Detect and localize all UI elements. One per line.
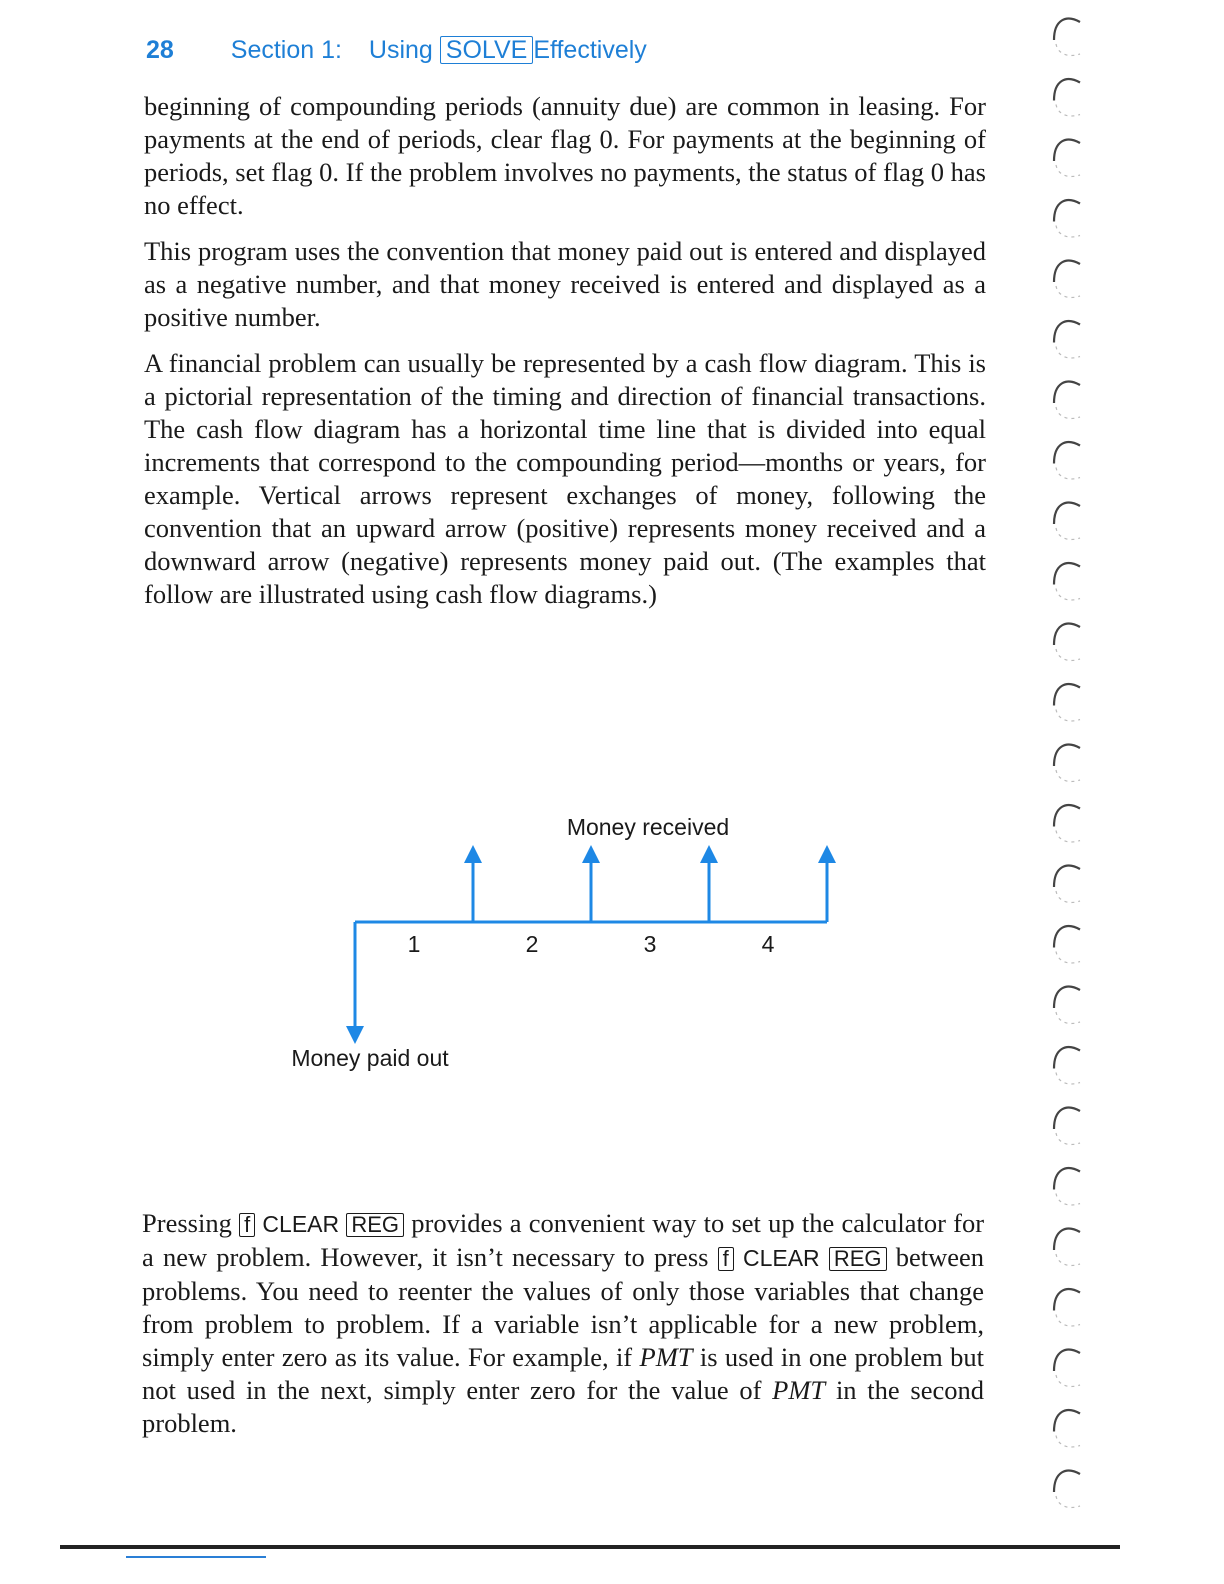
- binding-ring: [1054, 442, 1080, 463]
- binding-ring-shadow: [1056, 589, 1080, 601]
- binding-ring: [1054, 19, 1080, 40]
- binding-ring-shadow: [1056, 1315, 1080, 1327]
- reg-key: REG: [346, 1213, 404, 1237]
- binding-ring: [1054, 1471, 1080, 1492]
- spiral-binding: [1044, 0, 1114, 1584]
- binding-ring-shadow: [1056, 528, 1080, 540]
- binding-ring-shadow: [1056, 407, 1080, 419]
- period-label-4: 4: [761, 931, 775, 957]
- money-paid-out-label: Money paid out: [291, 1045, 449, 1071]
- f-key-2: f: [718, 1247, 734, 1271]
- section-label: Section 1:: [230, 36, 342, 64]
- section-title-post: Effectively: [533, 36, 647, 64]
- binding-ring: [1054, 79, 1080, 100]
- binding-ring: [1054, 140, 1080, 161]
- p4-text-4: is used in one problem but not used in the next, simply enter zero for the value of: [142, 1342, 985, 1405]
- binding-ring-shadow: [1056, 891, 1080, 903]
- solve-key-label: SOLVE: [440, 36, 534, 64]
- binding-ring: [1054, 1047, 1080, 1068]
- binding-ring-shadow: [1056, 710, 1080, 722]
- period-label-1: 1: [407, 931, 421, 957]
- binding-ring: [1054, 261, 1080, 282]
- period-label-3: 3: [643, 931, 657, 957]
- binding-ring: [1054, 987, 1080, 1008]
- binding-rings: [1054, 19, 1080, 1508]
- p4-text-1: Pressing: [142, 1208, 232, 1238]
- money-received-label: Money received: [566, 814, 730, 840]
- p4-text-2: provides a convenient way to set up the calculator for a new problem. However, it isn’t necessary to press: [142, 1208, 985, 1272]
- binding-ring-shadow: [1056, 105, 1080, 117]
- p4-text-3: between problems. You need to reenter the values of only those variables that change from problem to problem. If a variable isn’t applicable for a new problem, simply enter zero as its value. For example, if: [142, 1242, 985, 1372]
- binding-ring: [1054, 563, 1080, 584]
- paragraph-cash-flow-diagram: A financial problem can usually be represented by a cash flow diagram. This is a pictorial representation of the timing and direction of financial transactions. The cash flow diagram has a horizontal time line that is divided into equal increments that correspond to the compounding period—months or years, for example. Vertical arrows represent exchanges of money, following the convention that an upward arrow (positive) represents money received and a downward arrow (negative) represents money paid out. (The examples that follow are illustrated using cash flow diagrams.): [144, 348, 986, 609]
- binding-ring-shadow: [1056, 286, 1080, 298]
- reg-key-2: REG: [829, 1247, 887, 1271]
- binding-ring-shadow: [1056, 1254, 1080, 1266]
- paragraph-sign-convention: This program uses the convention that money paid out is entered and displayed as a negative number, and that money received is entered and displayed as a positive number.: [144, 236, 986, 332]
- f-key: f: [239, 1213, 255, 1237]
- paragraph-annuity: beginning of compounding periods (annuity due) are common in leasing. For payments at the end of periods, clear flag 0. For payments at the beginning of periods, set flag 0. If the problem involves no payments, the status of flag 0 has no effect.: [144, 91, 986, 220]
- binding-ring: [1054, 1350, 1080, 1371]
- binding-ring-shadow: [1056, 649, 1080, 661]
- clear-label-2: CLEAR: [742, 1245, 820, 1271]
- pmt-variable: PMT: [639, 1342, 693, 1372]
- page-header: [146, 36, 647, 65]
- period-label-2: 2: [525, 931, 539, 957]
- paragraph-clear-reg: [142, 1207, 984, 1440]
- body-text-top: [144, 90, 986, 624]
- binding-ring-shadow: [1056, 952, 1080, 964]
- bottom-blue-rule: [126, 1556, 266, 1558]
- cash-flow-diagram: [260, 800, 860, 1090]
- binding-ring-shadow: [1056, 44, 1080, 56]
- binding-ring: [1054, 926, 1080, 947]
- binding-ring: [1054, 1410, 1080, 1431]
- page-number: 28: [146, 36, 174, 64]
- binding-ring: [1054, 684, 1080, 705]
- binding-ring: [1054, 382, 1080, 403]
- binding-ring-shadow: [1056, 1375, 1080, 1387]
- binding-ring-shadow: [1056, 1073, 1080, 1085]
- binding-ring-shadow: [1056, 831, 1080, 843]
- binding-ring: [1054, 1229, 1080, 1250]
- binding-ring: [1054, 1289, 1080, 1310]
- binding-ring: [1054, 805, 1080, 826]
- pmt-variable-2: PMT: [772, 1375, 826, 1405]
- binding-ring: [1054, 1108, 1080, 1129]
- time-line-group: [355, 854, 827, 1035]
- bottom-rule: [60, 1545, 1120, 1549]
- binding-ring: [1054, 503, 1080, 524]
- binding-ring-shadow: [1056, 347, 1080, 359]
- binding-ring: [1054, 745, 1080, 766]
- clear-label: CLEAR: [262, 1211, 340, 1237]
- binding-ring: [1054, 866, 1080, 887]
- binding-ring: [1054, 200, 1080, 221]
- binding-ring-shadow: [1056, 1436, 1080, 1448]
- binding-ring-shadow: [1056, 1012, 1080, 1024]
- binding-ring-shadow: [1056, 468, 1080, 480]
- binding-ring-shadow: [1056, 1133, 1080, 1145]
- binding-ring: [1054, 624, 1080, 645]
- binding-ring-shadow: [1056, 165, 1080, 177]
- binding-ring-shadow: [1056, 226, 1080, 238]
- binding-ring-shadow: [1056, 770, 1080, 782]
- body-text-bottom: [142, 1207, 984, 1453]
- p4-text-5: in the second problem.: [142, 1375, 985, 1438]
- binding-ring: [1054, 1168, 1080, 1189]
- binding-ring: [1054, 321, 1080, 342]
- section-title-pre: Using: [368, 36, 433, 64]
- binding-ring-shadow: [1056, 1194, 1080, 1206]
- binding-ring-shadow: [1056, 1496, 1080, 1508]
